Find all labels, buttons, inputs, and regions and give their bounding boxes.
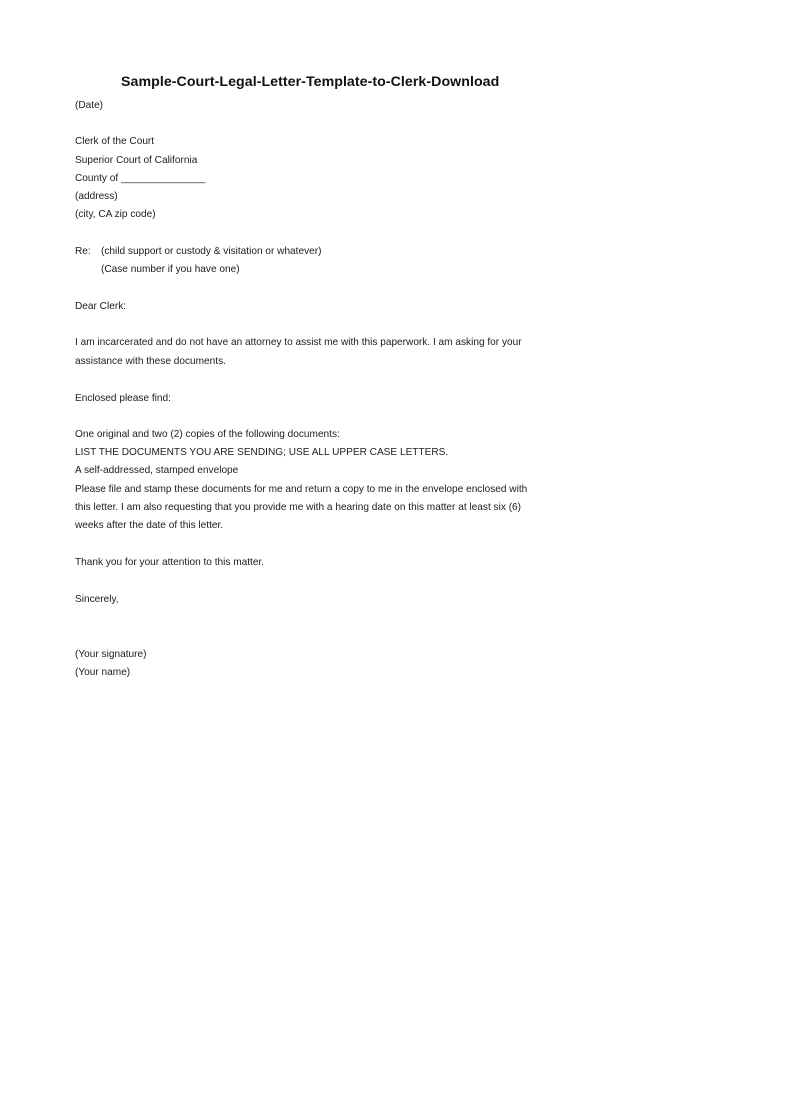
enclosure-line-2: LIST THE DOCUMENTS YOU ARE SENDING; USE ALL UPPER CASE LETTERS.	[75, 447, 449, 458]
enclosure-line-1: One original and two (2) copies of the following documents:	[75, 429, 340, 440]
case-number-line: (Case number if you have one)	[101, 264, 240, 275]
thanks-line: Thank you for your attention to this matter.	[75, 557, 265, 568]
recipient-line-5: (city, CA zip code)	[75, 209, 156, 220]
salutation: Dear Clerk:	[75, 301, 127, 312]
paragraph-1-line-2: assistance with these documents.	[75, 356, 226, 367]
name-line: (Your name)	[75, 667, 131, 678]
closing: Sincerely,	[75, 594, 119, 605]
recipient-line-2: Superior Court of California	[75, 155, 198, 166]
document-title: Sample-Court-Legal-Letter-Template-to-Clerk-Download	[121, 74, 500, 90]
enclosed-heading: Enclosed please find:	[75, 393, 171, 404]
re-label: Re:	[75, 246, 91, 257]
request-line-1: Please file and stamp these documents for me and return a copy to me in the envelope enclosed with	[75, 484, 528, 495]
request-line-2: this letter. I am also requesting that you provide me with a hearing date on this matter at least six (6)	[75, 502, 522, 513]
signature-line: (Your signature)	[75, 649, 147, 660]
recipient-line-3: County of _______________	[75, 173, 206, 184]
recipient-line-4: (address)	[75, 191, 118, 202]
enclosure-line-3: A self-addressed, stamped envelope	[75, 465, 239, 476]
re-line	[75, 246, 321, 258]
re-subject: (child support or custody & visitation or whatever)	[101, 246, 322, 257]
paragraph-1-line-1: I am incarcerated and do not have an attorney to assist me with this paperwork. I am asking for your	[75, 337, 522, 348]
date-line: (Date)	[75, 100, 104, 111]
request-line-3: weeks after the date of this letter.	[75, 520, 224, 531]
recipient-line-1: Clerk of the Court	[75, 136, 155, 147]
